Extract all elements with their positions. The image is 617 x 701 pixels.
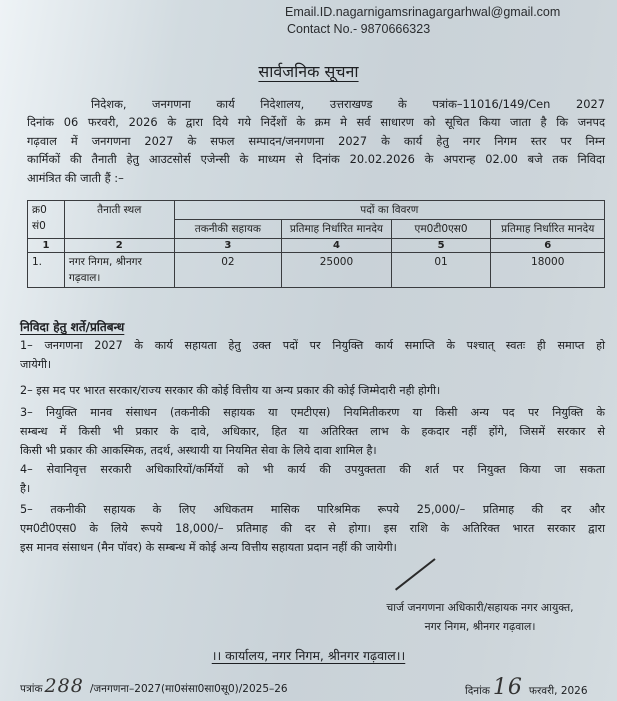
signatory-designation: चार्ज जनगणना अधिकारी/सहायक नगर आयुक्त, <box>386 601 574 614</box>
issue-date <box>465 675 588 700</box>
header-location: तैनाती स्थल <box>64 201 174 239</box>
clause-line: 3– नियुक्ति मानव संसाधन (तकनीकी सहायक या एमटीएस) नियमितीकरण या किसी अन्य पद पर नियुक्ति के <box>20 406 605 419</box>
header-posts-group: पदों का विवरण <box>174 201 604 220</box>
reference-number <box>20 675 288 697</box>
table-header-row <box>28 201 605 220</box>
notice-title <box>0 60 617 82</box>
clause-line: 1– जनगणना 2027 के कार्य सहायता हेतु उक्त पदों पर नियुक्ति कार्य समाप्ति के पश्चात् स्वतः ही समाप्त हो <box>20 339 605 352</box>
intro-line: दिनांक 06 फरवरी, 2026 के द्वारा दिये गये निर्देशों के क्रम मे सर्व साधारण को सूचित किया जाता है कि जनपद <box>27 115 605 130</box>
signature-block <box>350 598 610 636</box>
posts-table <box>27 200 605 288</box>
header-serial: क्र0 सं0 <box>28 201 65 239</box>
ref-number-handwritten: 288 <box>44 675 84 697</box>
column-number: 1 <box>28 239 65 253</box>
contact-number: Contact No.- 9870666323 <box>287 22 431 36</box>
column-number: 4 <box>282 239 392 253</box>
ref-suffix: /जनगणना–2027(मा0संसा0सा0सू0)/2025–26 <box>89 683 288 695</box>
header-honorarium-2: प्रतिमाह निर्धारित मानदेय <box>491 220 605 239</box>
intro-line: कार्मिकों की तैनाती हेतु आउटसोर्स एजेन्सी के माध्यम से दिनांक 20.02.2026 के अपरान्ह 02.00 बजे तक निविदा <box>27 152 605 167</box>
date-day-handwritten: 16 <box>492 675 523 700</box>
office-title <box>0 647 617 664</box>
clause-line: एम0टी0एस0 के लिये रूपये 18,000/– प्रतिमाह की दर से होगा। इस राशि के अतिरिक्त भारत सरकार द्वारा <box>20 522 605 535</box>
table-row <box>28 253 605 288</box>
notice-title-text: सार्वजनिक सूचना <box>258 62 359 81</box>
clause-line: 5– तकनीकी सहायक के लिए अधिकतम मासिक पारिश्रमिक रूपये 25,000/– प्रतिमाह की दर और <box>20 503 605 516</box>
clause-5 <box>20 500 605 557</box>
header-mts: एम0टी0एस0 <box>391 220 491 239</box>
intro-paragraph <box>27 95 605 187</box>
clause-line: 4– सेवानिवृत्त सरकारी अधिकारियों/कर्मियों को भी कार्य की उपयुक्तता की शर्त पर नियुक्त किया जा सकता <box>20 463 605 476</box>
cell-serial: 1. <box>28 253 65 288</box>
terms-heading: निविदा हेतु शर्ते/प्रतिबन्ध <box>20 320 125 334</box>
clause-line: 2– इस मद पर भारत सरकार/राज्य सरकार की कोई वित्तीय या अन्य प्रकार की कोई जिम्मेदारी नही होगी। <box>20 384 441 397</box>
cell-technical-assistant: 02 <box>174 253 282 288</box>
intro-line: गढ़वाल में जनगणना 2027 के सफल सम्पादन/जनगणना 2027 के कार्य हेतु नगर निगम स्तर पर निम्न <box>27 133 605 148</box>
header-technical-assistant: तकनीकी सहायक <box>174 220 282 239</box>
clause-line: जायेगी। <box>20 358 52 371</box>
clause-2 <box>20 381 605 400</box>
cell-location: नगर निगम, श्रीनगर गढ़वाल। <box>64 253 174 288</box>
signatory-office: नगर निगम, श्रीनगर गढ़वाल। <box>424 620 536 633</box>
clause-1 <box>20 336 605 374</box>
date-prefix: दिनांक <box>465 685 490 697</box>
clause-4 <box>20 460 605 498</box>
cell-mts: 01 <box>391 253 491 288</box>
clause-3 <box>20 403 605 460</box>
column-number: 6 <box>491 239 605 253</box>
contact-block <box>285 4 560 38</box>
signature-mark <box>395 558 436 590</box>
column-number: 5 <box>391 239 491 253</box>
intro-line: आमंत्रित की जाती हैं :– <box>27 170 124 185</box>
date-suffix: फरवरी, 2026 <box>528 685 588 697</box>
column-number: 2 <box>64 239 174 253</box>
clause-line: सम्बन्ध में किसी भी प्रकार के दावे, अधिकार, हित या अतिरिक्त लाभ के हकदार नहीं होंगे, जिसमें सरकार से <box>20 425 605 438</box>
cell-honorarium-1: 25000 <box>282 253 392 288</box>
clause-line: है। <box>20 482 31 495</box>
intro-line: निदेशक, जनगणना कार्य निदेशालय, उत्तराखण्ड के पत्रांक–11016/149/Cen 2027 <box>91 97 605 111</box>
email-id: Email.ID.nagarnigamsrinagargarhwal@gmail.com <box>285 5 561 19</box>
clause-line: किसी भी प्रकार की आकस्मिक, तदर्थ, अस्थायी या नियमित सेवा के लिये दावा शामिल है। <box>20 444 377 457</box>
column-number: 3 <box>174 239 282 253</box>
cell-honorarium-2: 18000 <box>491 253 605 288</box>
office-title-text: ।। कार्यालय, नगर निगम, श्रीनगर गढ़वाल।। <box>211 648 406 663</box>
clause-line: इस मानव संसाधन (मैन पॉवर) के सम्बन्ध में कोई अन्य वित्तीय सहायता प्रदान नहीं की जायेगी। <box>20 541 397 554</box>
header-honorarium-1: प्रतिमाह निर्धारित मानदेय <box>282 220 392 239</box>
ref-prefix: पत्रांक <box>20 683 43 695</box>
column-number-row <box>28 239 605 253</box>
